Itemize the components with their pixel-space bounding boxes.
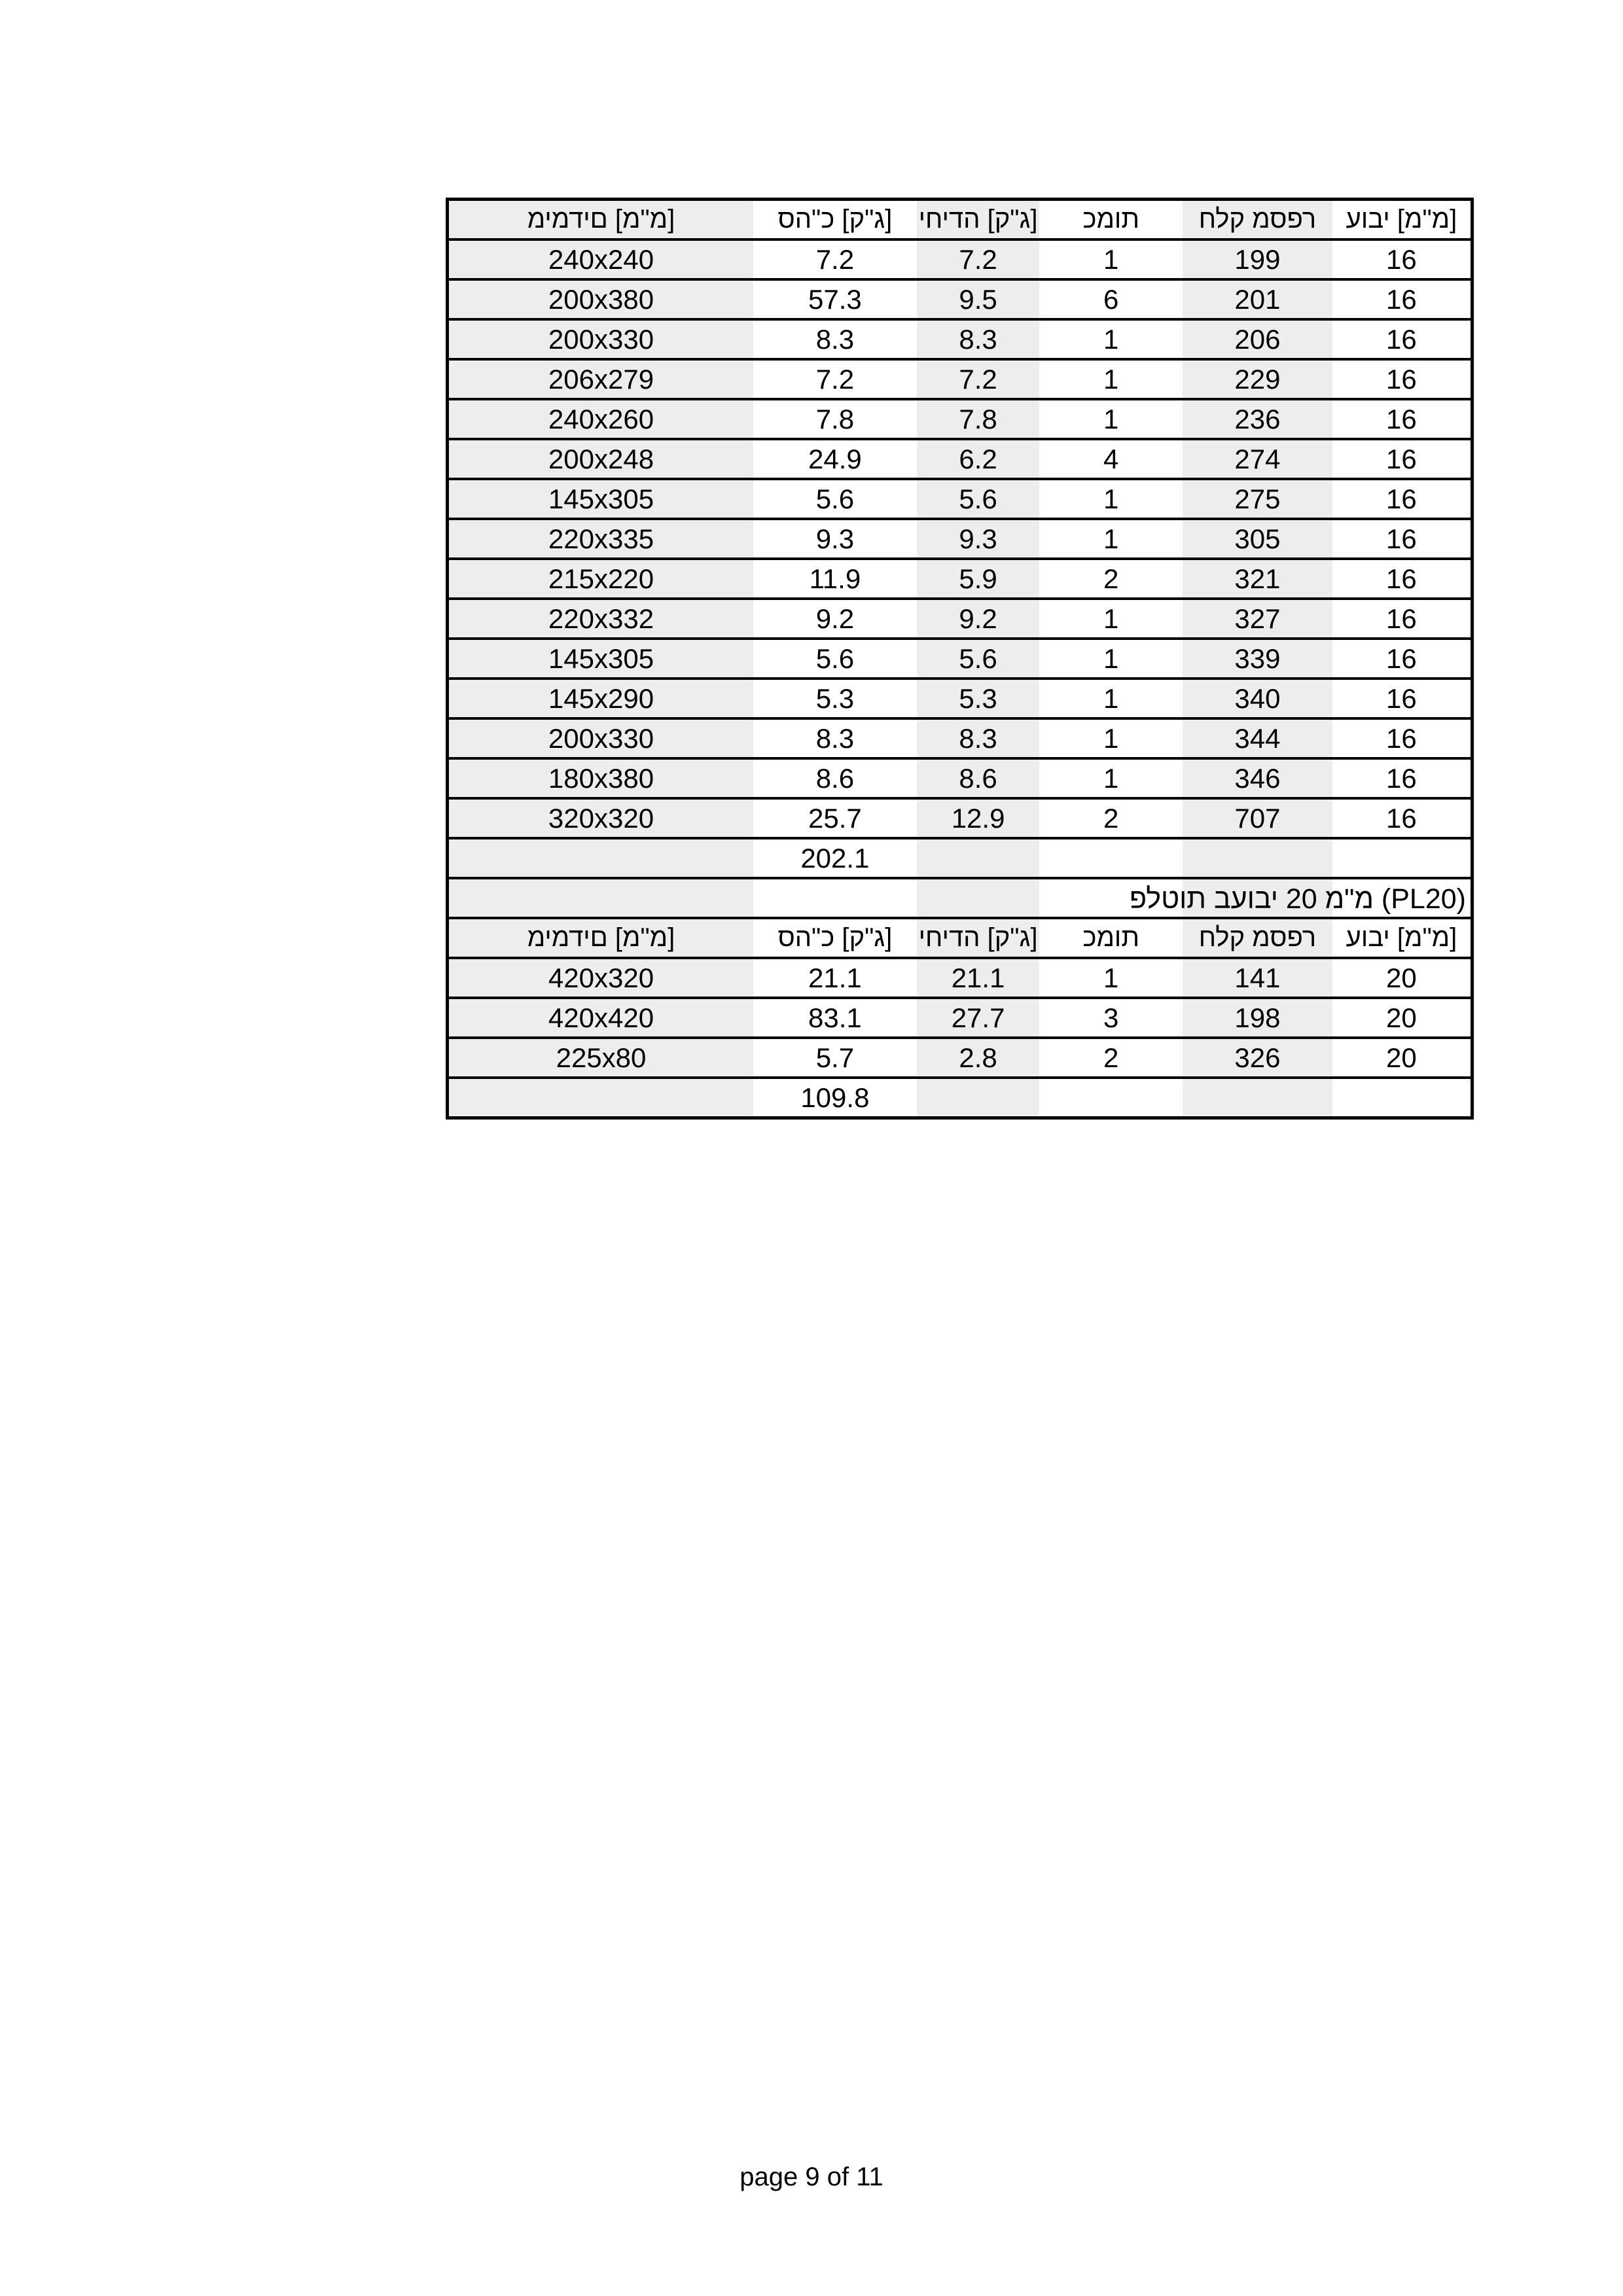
- cell-unit_kg: 7.2: [959, 244, 997, 275]
- table-row: [448, 599, 1472, 639]
- cell-thickness_mm: 16: [1386, 563, 1417, 594]
- total-row: [448, 1078, 1472, 1118]
- cell-total_kg: 25.7: [808, 803, 862, 834]
- cell-part_number: 236: [1234, 404, 1281, 434]
- cell-part_number: 327: [1234, 603, 1281, 634]
- table-row: [448, 519, 1472, 559]
- cell-quantity: 1: [1103, 324, 1119, 355]
- cell-empty: [1183, 838, 1332, 878]
- col-header-dimensions: מימדים [מ"מ]: [527, 205, 675, 234]
- cell-thickness_mm: 16: [1386, 643, 1417, 674]
- cell-quantity: 1: [1103, 723, 1119, 754]
- col-header-part_number: חלק מספר: [1198, 205, 1317, 234]
- cell-part_number: 321: [1234, 563, 1281, 594]
- cell-total_kg: 5.6: [815, 643, 855, 674]
- cell-dimensions: 200x248: [548, 444, 654, 474]
- table-row: [448, 1038, 1472, 1078]
- cell-quantity: 1: [1103, 484, 1119, 514]
- cell-unit_kg: 9.5: [959, 284, 997, 315]
- cell-dimensions: 240x240: [548, 244, 654, 275]
- cell-unit_kg: 8.6: [959, 763, 997, 794]
- cell-unit_kg: 7.8: [959, 404, 997, 434]
- total-row: [448, 838, 1472, 878]
- cell-part_number: 141: [1234, 963, 1281, 993]
- cell-unit_kg: 5.9: [959, 563, 997, 594]
- cell-unit_kg: 21.1: [951, 963, 1005, 993]
- cell-dimensions: 420x320: [548, 963, 654, 993]
- cell-part_number: 229: [1234, 364, 1281, 395]
- table-row: [448, 718, 1472, 758]
- cell-quantity: 6: [1103, 284, 1119, 315]
- table-row: [448, 958, 1472, 998]
- cell-thickness_mm: 20: [1386, 1042, 1417, 1073]
- section-title-pl20: פלטות בעובי 20 מ"מ (PL20): [1129, 883, 1466, 915]
- cell-thickness_mm: 16: [1386, 444, 1417, 474]
- cell-total_kg: 9.3: [815, 523, 855, 554]
- cell-part_number: 305: [1234, 523, 1281, 554]
- cell-total_kg: 8.3: [815, 723, 855, 754]
- cell-quantity: 1: [1103, 523, 1119, 554]
- table-row: [448, 479, 1472, 519]
- cell-part_number: 198: [1234, 1002, 1281, 1033]
- cell-part_number: 340: [1234, 683, 1281, 714]
- cell-empty: [448, 838, 753, 878]
- cell-empty: [1039, 1078, 1183, 1118]
- cell-part_number: 206: [1234, 324, 1281, 355]
- col-header-unit_kg: יחידה [ק"ג]: [918, 205, 1038, 234]
- cell-total_kg: 7.2: [815, 244, 855, 275]
- cell-thickness_mm: 16: [1386, 244, 1417, 275]
- col-header-part_number: חלק מספר: [1198, 923, 1317, 952]
- cell-quantity: 2: [1103, 563, 1119, 594]
- cell-part_number: 199: [1234, 244, 1281, 275]
- cell-part_number: 707: [1234, 803, 1281, 834]
- page-number-footer: page 9 of 11: [740, 2163, 883, 2191]
- col-header-thickness_mm: עובי [מ"מ]: [1346, 923, 1457, 952]
- cell-unit_kg: 7.2: [959, 364, 997, 395]
- bom-table: [446, 198, 1474, 1120]
- cell-dimensions: 225x80: [556, 1042, 647, 1073]
- cell-thickness_mm: 20: [1386, 1002, 1417, 1033]
- cell-dimensions: 145x290: [548, 683, 654, 714]
- cell-dimensions: 420x420: [548, 1002, 654, 1033]
- col-header-quantity: כמות: [1082, 923, 1139, 952]
- table-row: [448, 798, 1472, 838]
- table-row: [448, 559, 1472, 599]
- cell-dimensions: 200x330: [548, 723, 654, 754]
- col-header-dimensions: מימדים [מ"מ]: [527, 923, 675, 952]
- cell-dimensions: 240x260: [548, 404, 654, 434]
- cell-unit_kg: 8.3: [959, 723, 997, 754]
- cell-thickness_mm: 16: [1386, 683, 1417, 714]
- cell-empty: [917, 838, 1040, 878]
- cell-empty: [448, 878, 753, 918]
- cell-unit_kg: 9.2: [959, 603, 997, 634]
- header-row: [448, 200, 1472, 240]
- table-row: [448, 679, 1472, 718]
- cell-total_kg: 7.2: [815, 364, 855, 395]
- cell-thickness_mm: 16: [1386, 324, 1417, 355]
- cell-part_number: 339: [1234, 643, 1281, 674]
- cell-grand-total-kg: 202.1: [800, 843, 870, 874]
- cell-thickness_mm: 16: [1386, 364, 1417, 395]
- cell-thickness_mm: 16: [1386, 803, 1417, 834]
- cell-part_number: 274: [1234, 444, 1281, 474]
- cell-part_number: 275: [1234, 484, 1281, 514]
- cell-unit_kg: 27.7: [951, 1002, 1005, 1033]
- cell-dimensions: 320x320: [548, 803, 654, 834]
- cell-quantity: 3: [1103, 1002, 1119, 1033]
- col-header-total_kg: סה"כ [ק"ג]: [777, 205, 893, 234]
- cell-empty: [448, 1078, 753, 1118]
- bom-table-body: [448, 200, 1472, 1118]
- table-row: [448, 399, 1472, 439]
- cell-thickness_mm: 16: [1386, 523, 1417, 554]
- cell-grand-total-kg: 109.8: [800, 1082, 870, 1113]
- cell-empty: [753, 878, 917, 918]
- cell-empty: [1332, 1078, 1472, 1118]
- col-header-unit_kg: יחידה [ק"ג]: [918, 923, 1038, 952]
- cell-total_kg: 5.6: [815, 484, 855, 514]
- cell-unit_kg: 2.8: [959, 1042, 997, 1073]
- col-header-quantity: כמות: [1082, 205, 1139, 234]
- cell-thickness_mm: 16: [1386, 284, 1417, 315]
- cell-total_kg: 8.3: [815, 324, 855, 355]
- col-header-total_kg: סה"כ [ק"ג]: [777, 923, 893, 952]
- cell-quantity: 1: [1103, 603, 1119, 634]
- cell-total_kg: 8.6: [815, 763, 855, 794]
- cell-unit_kg: 6.2: [959, 444, 997, 474]
- cell-quantity: 2: [1103, 803, 1119, 834]
- cell-dimensions: 145x305: [548, 484, 654, 514]
- cell-part_number: 326: [1234, 1042, 1281, 1073]
- cell-quantity: 1: [1103, 364, 1119, 395]
- cell-unit_kg: 5.6: [959, 643, 997, 674]
- cell-total_kg: 21.1: [808, 963, 862, 993]
- cell-thickness_mm: 16: [1386, 484, 1417, 514]
- cell-quantity: 1: [1103, 404, 1119, 434]
- table-row: [448, 758, 1472, 798]
- cell-total_kg: 5.3: [815, 683, 855, 714]
- cell-unit_kg: 12.9: [951, 803, 1005, 834]
- cell-part_number: 201: [1234, 284, 1281, 315]
- cell-thickness_mm: 16: [1386, 763, 1417, 794]
- cell-thickness_mm: 16: [1386, 404, 1417, 434]
- cell-part_number: 346: [1234, 763, 1281, 794]
- header-row: [448, 918, 1472, 958]
- cell-dimensions: 180x380: [548, 763, 654, 794]
- cell-total_kg: 9.2: [815, 603, 855, 634]
- table-row: [448, 319, 1472, 359]
- table-row: [448, 239, 1472, 279]
- table-row: [448, 439, 1472, 479]
- cell-quantity: 1: [1103, 244, 1119, 275]
- cell-unit_kg: 8.3: [959, 324, 997, 355]
- cell-empty: [917, 1078, 1040, 1118]
- cell-dimensions: 220x335: [548, 523, 654, 554]
- cell-thickness_mm: 16: [1386, 603, 1417, 634]
- cell-part_number: 344: [1234, 723, 1281, 754]
- cell-total_kg: 11.9: [809, 563, 861, 594]
- cell-unit_kg: 5.3: [959, 683, 997, 714]
- bom-table-region: [446, 198, 1474, 1120]
- cell-total_kg: 5.7: [815, 1042, 855, 1073]
- cell-dimensions: 206x279: [548, 364, 654, 395]
- cell-quantity: 1: [1103, 763, 1119, 794]
- cell-quantity: 1: [1103, 963, 1119, 993]
- cell-total_kg: 24.9: [808, 444, 862, 474]
- cell-dimensions: 145x305: [548, 643, 654, 674]
- cell-empty: [1183, 1078, 1332, 1118]
- table-row: [448, 359, 1472, 399]
- cell-dimensions: 215x220: [548, 563, 654, 594]
- cell-thickness_mm: 20: [1386, 963, 1417, 993]
- table-row: [448, 279, 1472, 319]
- cell-quantity: 1: [1103, 683, 1119, 714]
- cell-total_kg: 83.1: [808, 1002, 862, 1033]
- cell-total_kg: 57.3: [808, 284, 862, 315]
- cell-empty: [1039, 838, 1183, 878]
- cell-dimensions: 220x332: [548, 603, 654, 634]
- cell-quantity: 4: [1103, 444, 1119, 474]
- cell-quantity: 1: [1103, 643, 1119, 674]
- table-row: [448, 998, 1472, 1038]
- cell-unit_kg: 5.6: [959, 484, 997, 514]
- cell-dimensions: 200x380: [548, 284, 654, 315]
- cell-total_kg: 7.8: [815, 404, 855, 434]
- cell-dimensions: 200x330: [548, 324, 654, 355]
- cell-quantity: 2: [1103, 1042, 1119, 1073]
- cell-unit_kg: 9.3: [959, 523, 997, 554]
- cell-thickness_mm: 16: [1386, 723, 1417, 754]
- col-header-thickness_mm: עובי [מ"מ]: [1346, 205, 1457, 234]
- cell-empty: [1332, 838, 1472, 878]
- cell-empty: [917, 878, 1040, 918]
- table-row: [448, 639, 1472, 679]
